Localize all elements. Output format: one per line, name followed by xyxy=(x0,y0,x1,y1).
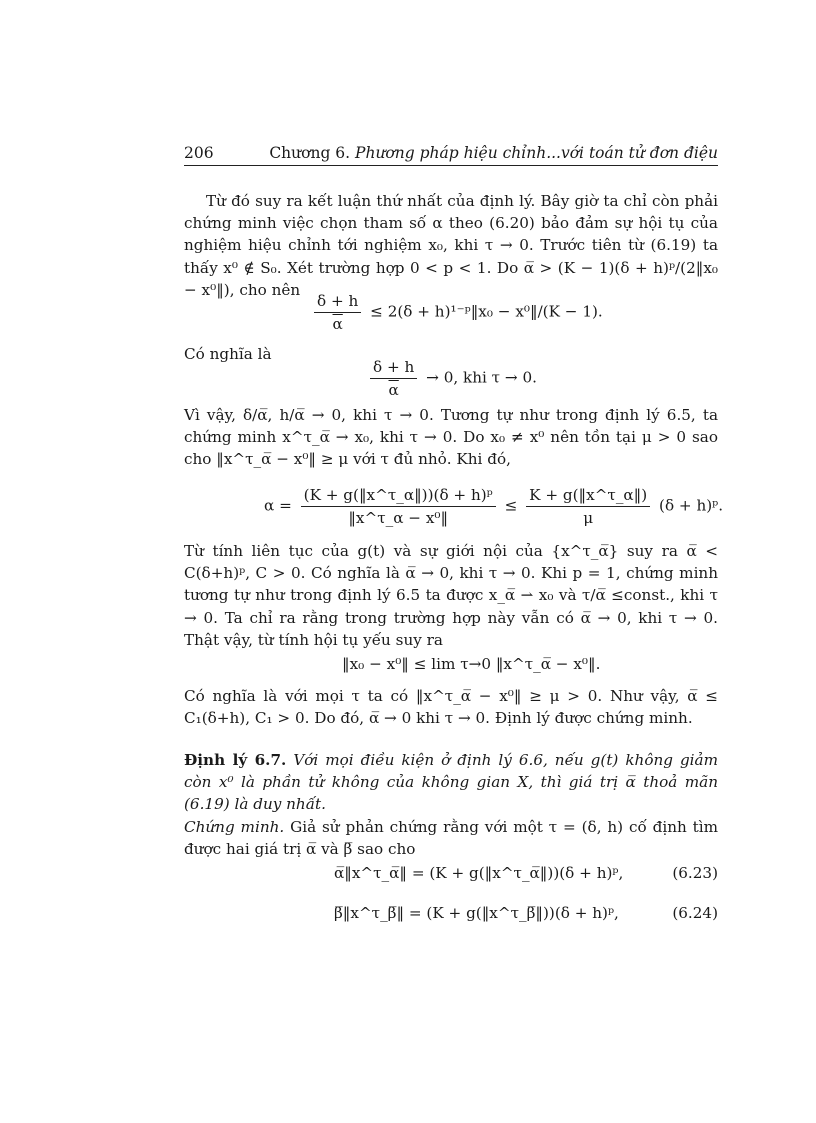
chapter-title-text: Phương pháp hiệu chỉnh...với toán tử đơn điệu xyxy=(355,144,718,162)
eq5-number: (6.23) xyxy=(672,864,718,882)
eq3-denominator-1: ‖x^τ_α − x⁰‖ xyxy=(348,509,449,527)
eq1-rhs: ≤ 2(δ + h)¹⁻ᵖ‖x₀ − x⁰‖/(K − 1). xyxy=(370,302,603,321)
eq2-fraction xyxy=(370,358,417,399)
theorem-6-7 xyxy=(184,749,718,860)
theorem-label: Định lý 6.7. xyxy=(184,751,287,769)
eq6-body: β̅‖x^τ_β̅‖ = (K + g(‖x^τ_β̅‖))(δ + h)ᵖ, xyxy=(334,904,619,922)
chapter-prefix: Chương 6. xyxy=(269,144,356,162)
eq2-denominator: α xyxy=(388,381,399,399)
eq3-tail: (δ + h)ᵖ. xyxy=(659,496,724,515)
eq3-numerator-2: K + g(‖x^τ_α‖) xyxy=(526,486,650,507)
eq4-body: ‖x₀ − x⁰‖ ≤ lim τ→0 ‖x^τ_α̅ − x⁰‖. xyxy=(342,655,601,673)
eq3-lhs: α = xyxy=(264,496,292,515)
eq1-denominator: α xyxy=(332,315,343,333)
proof-label: Chứng minh. xyxy=(184,817,285,836)
eq3-numerator-1: (K + g(‖x^τ_α‖))(δ + h)ᵖ xyxy=(301,486,496,507)
eq5-body: α̅‖x^τ_α̅‖ = (K + g(‖x^τ_α̅‖))(δ + h)ᵖ, xyxy=(334,864,624,882)
equation-3 xyxy=(184,486,724,532)
eq6-number: (6.24) xyxy=(672,904,718,922)
equation-6-23 xyxy=(184,864,718,888)
paragraph-5: Có nghĩa là với mọi τ ta có ‖x^τ_α̅ − x⁰‖ ≥ μ > 0. Như vậy, α̅ ≤ C₁(δ+h), C₁ > 0. Do đó, α̅ → 0 khi τ → 0. Định lý được chứng minh. xyxy=(184,687,718,728)
paragraph-1: Từ đó suy ra kết luận thứ nhất của định lý. Bây giờ ta chỉ còn phải chứng minh việc chọn tham số α theo (6.20) bảo đảm sự hội tụ của nghiệm hiệu chỉnh tới nghiệm x₀, khi τ → 0. Trước tiên từ (6.19) ta thấy x⁰ ∉ S₀. Xét trường hợp 0 < p < 1. Do α̅ > (K − 1)(δ + h)ᵖ/(2‖x₀ − x⁰‖), cho nên xyxy=(184,192,718,299)
eq1-fraction xyxy=(314,292,361,333)
equation-2 xyxy=(184,358,718,402)
eq3-fraction-1 xyxy=(301,486,496,527)
paragraph-3: Vì vậy, δ/α̅, h/α̅ → 0, khi τ → 0. Tương tự như trong định lý 6.5, ta chứng minh x^τ_α̅ → x₀, khi τ → 0. Do x₀ ≠ x⁰ nên tồn tại μ > 0 sao cho ‖x^τ_α̅ − x⁰‖ ≥ μ với τ đủ nhỏ. Khi đó, xyxy=(184,406,718,469)
paragraph-4: Từ tính liên tục của g(t) và sự giới nội của {x^τ_α̅} suy ra α̅ < C(δ+h)ᵖ, C > 0. Có nghĩa là α̅ → 0, khi τ → 0. Khi p = 1, chứng minh tương tự như trong định lý 6.5 ta được x_α̅ ⇀ x₀ và τ/α̅ ≤const., khi τ → 0. Ta chỉ ra rằng trong trường hợp này vẫn có α̅ → 0, khi τ → 0. Thật vậy, từ tính hội tụ yếu suy ra xyxy=(184,542,718,649)
paragraph-2: Có nghĩa là xyxy=(184,345,272,363)
chapter-title xyxy=(269,144,718,162)
eq3-denominator-2: μ xyxy=(583,509,594,527)
equation-4 xyxy=(184,655,718,679)
eq3-relation: ≤ xyxy=(504,496,518,515)
theorem-text: Với mọi điều kiện ở định lý 6.6, nếu g(t) không giảm còn x⁰ là phần tử không của không gian X, thì giá trị α̅ thoả mãn (6.19) là duy nhất. xyxy=(184,751,718,814)
equation-6-24 xyxy=(184,904,718,928)
eq3-fraction-2 xyxy=(526,486,650,527)
equation-1 xyxy=(184,292,718,340)
page-number: 206 xyxy=(184,144,214,162)
proof-text: Giả sử phản chứng rằng với một τ = (δ, h) cố định tìm được hai giá trị α̅ và β̅ sao cho xyxy=(184,817,719,858)
eq1-numerator: δ + h xyxy=(314,292,361,313)
eq2-numerator: δ + h xyxy=(370,358,417,379)
running-header xyxy=(184,141,718,166)
eq2-rhs: → 0, khi τ → 0. xyxy=(426,368,537,387)
